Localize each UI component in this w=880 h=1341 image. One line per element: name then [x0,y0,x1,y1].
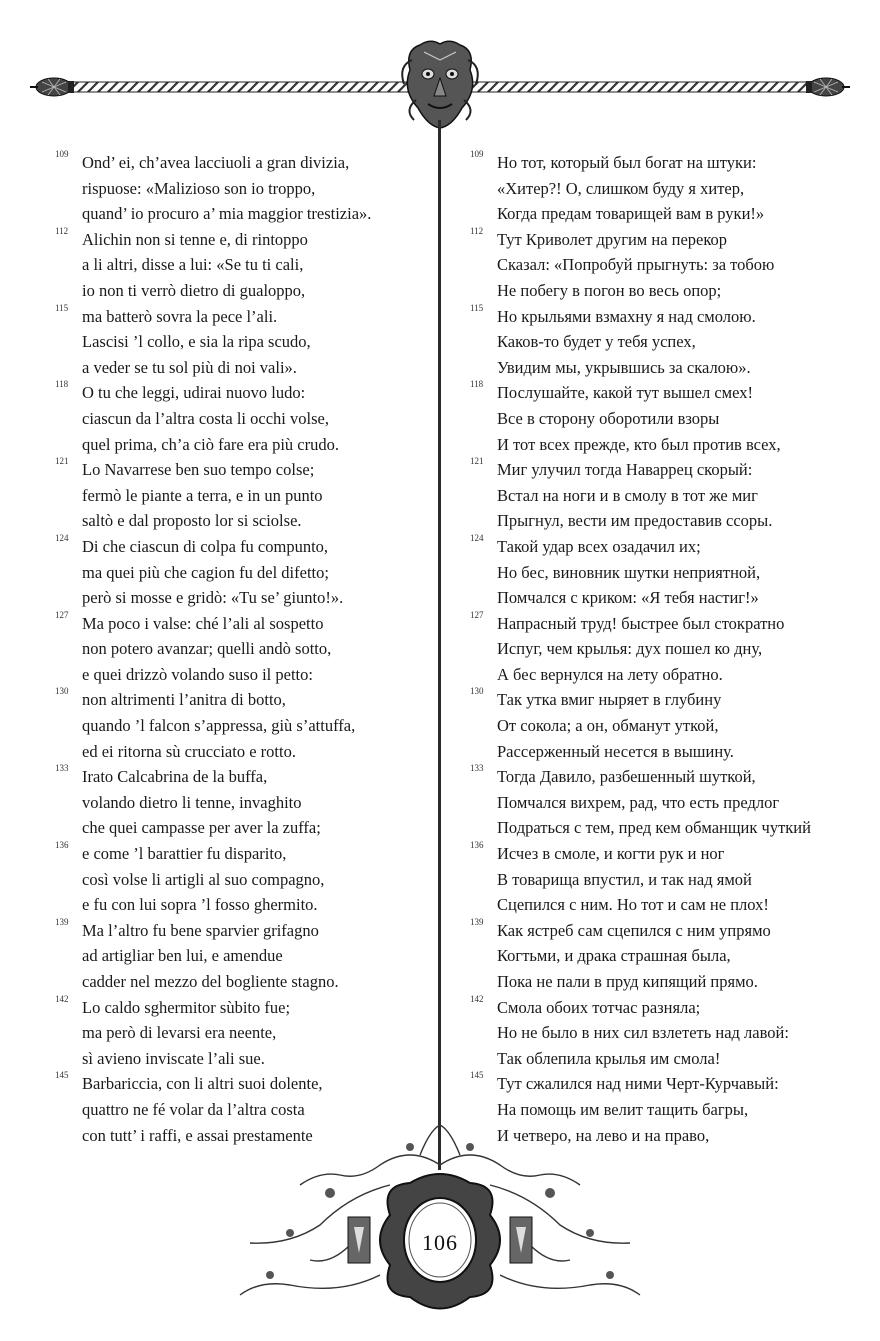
tercet [55,687,425,764]
line-number: 145 [470,1070,484,1081]
verse-text: Но бес, виновник шутки неприятной, [497,562,761,582]
verse-line [470,739,850,765]
verse-text: Увидим мы, укрывшись за скалою». [497,357,751,377]
verse-line [55,764,425,790]
line-number: 139 [470,916,484,927]
verse-line [55,815,425,841]
tercet [470,611,850,688]
verse-line [55,457,425,483]
verse-text: quando ’l falcon s’appressa, giù s’attuffa, [82,716,356,736]
verse-text: Прыгнул, вести им предоставив ссоры. [497,511,773,531]
verse-line [470,560,850,586]
finial-right-icon [806,78,850,96]
verse-line [470,483,850,509]
verse-text: Lo caldo sghermitor sùbito fue; [82,997,291,1017]
verse-text: Пока не пали в пруд кипящий прямо. [497,972,758,991]
verse-line [55,1097,425,1123]
line-number: 130 [55,686,69,697]
rope-rule-left [70,82,410,92]
verse-text: Alichin non si tenne e, di rintoppo [82,229,308,249]
verse-line [470,867,850,893]
verse-text: che quei campasse per aver la zuffa; [82,818,321,838]
verse-line [470,380,850,406]
verse-line [470,713,850,739]
verse-line [55,918,425,944]
verse-line [55,687,425,713]
verse-line [55,252,425,278]
verse-text: Ma l’altro fu bene sparvier grifagno [82,920,319,940]
verse-line [470,278,850,304]
verse-line [55,534,425,560]
verse-text: e quei drizzò volando suso il petto: [82,664,313,684]
verse-text: Di che ciascun di colpa fu compunto, [82,536,329,556]
verse-text: cadder nel mezzo del bogliente stagno. [82,972,339,991]
tercet [470,995,850,1072]
verse-text: Когтьми, и драка страшная была, [497,946,731,966]
verse-line [55,867,425,893]
verse-text: con tutt’ i raffi, e assai prestamente [82,1125,313,1145]
column-divider [438,120,441,1170]
line-number: 118 [470,379,484,390]
italian-column [55,150,425,1148]
line-number: 130 [470,686,484,697]
verse-text: Сцепился с ним. Но тот и сам не плох! [497,895,769,915]
verse-line [55,969,425,995]
line-number: 142 [55,993,69,1004]
verse-line [470,534,850,560]
verse-line [470,201,850,227]
verse-text: ciascun da l’altra costa li occhi volse, [82,408,329,428]
verse-text: sì avieno inviscate l’ali sue. [82,1048,265,1068]
verse-text: Миг улучил тогда Наваррец скорый: [497,460,753,480]
verse-line [55,483,425,509]
verse-line [470,1020,850,1046]
verse-line [470,304,850,330]
finial-left-icon [30,78,74,96]
line-number: 136 [470,840,484,851]
verse-line [55,841,425,867]
line-number: 142 [470,993,484,1004]
verse-text: Но не было в них сил взлететь над лавой: [497,1023,789,1043]
verse-text: non potero avanzar; quelli andò sotto, [82,639,332,659]
verse-text: quel prima, ch’a ciò fare era più crudo. [82,434,339,454]
verse-text: Ond’ ei, ch’avea lacciuoli a gran divizia, [82,153,350,172]
verse-text: Тут сжалился над ними Черт-Курчавый: [497,1074,779,1094]
verse-text: a veder se tu sol più di noi vali». [82,357,297,377]
verse-line [470,969,850,995]
verse-line [470,815,850,841]
verse-text: На помощь им велит тащить багры, [497,1099,749,1119]
tercet [470,150,850,227]
verse-line [470,585,850,611]
verse-line [470,943,850,969]
verse-line [470,252,850,278]
verse-line [55,713,425,739]
verse-text: ma batterò sovra la pece l’ali. [82,306,278,326]
line-number: 112 [55,225,69,236]
russian-column [470,150,850,1148]
line-number: 121 [55,456,69,467]
verse-text: Когда предам товарищей вам в руки!» [497,204,765,224]
rope-rule-right [470,82,810,92]
verse-text: io non ti verrò dietro di gualoppo, [82,280,306,300]
verse-line [55,1020,425,1046]
verse-text: Lascisi ’l collo, e sia la ripa scudo, [82,332,311,352]
verse-text: Так облепила крылья им смола! [497,1048,721,1068]
verse-text: Испуг, чем крылья: дух пошел ко дну, [497,639,763,659]
verse-text: Такой удар всех озадачил их; [497,536,701,556]
tercet [55,841,425,918]
line-number: 127 [470,609,484,620]
tercet [470,457,850,534]
verse-line [55,790,425,816]
tercet [55,764,425,841]
verse-line [55,611,425,637]
verse-text: И тот всех прежде, кто был против всех, [497,434,781,454]
verse-text: ma quei più che cagion fu del difetto; [82,562,329,582]
verse-text: Помчался вихрем, рад, что есть предлог [497,792,780,812]
verse-line [470,457,850,483]
verse-text: e come ’l barattier fu disparito, [82,844,287,864]
tercet [55,380,425,457]
verse-text: Но тот, который был богат на штуки: [497,153,757,172]
tercet [55,150,425,227]
tercet [470,227,850,304]
line-number: 133 [470,763,484,774]
tercet [470,380,850,457]
verse-line [55,508,425,534]
line-number: 127 [55,609,69,620]
verse-text: Тут Криволет другим на перекор [497,229,728,249]
tercet [470,918,850,995]
tercet [55,611,425,688]
verse-text: Встал на ноги и в смолу в тот же миг [497,485,758,505]
verse-text: Как ястреб сам сцепился с ним упрямо [497,920,771,940]
verse-text: saltò e dal proposto lor si sciolse. [82,511,302,531]
lion-mask-icon [402,41,478,128]
line-number: 118 [55,379,69,390]
verse-line [470,432,850,458]
verse-text: Помчался с криком: «Я тебя настиг!» [497,588,759,608]
verse-text: Сказал: «Попробуй прыгнуть: за тобою [497,255,775,275]
verse-text: volando dietro li tenne, invaghito [82,792,302,812]
page-number: 106 [422,1230,458,1255]
header-ornament [0,0,880,140]
verse-line [470,995,850,1021]
verse-text: e fu con lui sopra ’l fosso ghermito. [82,895,318,915]
verse-line [55,278,425,304]
verse-text: Каков-то будет у тебя успех, [497,332,696,352]
verse-line [55,560,425,586]
verse-line [470,508,850,534]
verse-line [55,585,425,611]
line-number: 124 [470,532,484,543]
verse-text: Lo Navarrese ben suo tempo colse; [82,460,315,480]
verse-text: Смола обоих тотчас разняла; [497,997,701,1017]
verse-text: ma però di levarsi era neente, [82,1023,277,1043]
verse-line [470,764,850,790]
verse-text: Barbariccia, con li altri suoi dolente, [82,1074,323,1094]
verse-line [470,150,850,176]
verse-text: però si mosse e gridò: «Tu se’ giunto!». [82,588,344,608]
line-number: 109 [55,149,69,159]
tercet [55,227,425,304]
verse-line [55,201,425,227]
tercet [55,457,425,534]
verse-text: a li altri, disse a lui: «Se tu ti cali, [82,255,304,275]
verse-line [470,176,850,202]
verse-line [470,355,850,381]
verse-line [55,406,425,432]
verse-line [470,329,850,355]
verse-text: Но крыльями взмахну я над смолою. [497,306,756,326]
tercet [470,841,850,918]
verse-text: Подраться с тем, пред кем обманщик чуткий [497,818,811,838]
verse-text: rispuose: «Malizioso son io troppo, [82,178,316,198]
verse-line [55,1071,425,1097]
verse-text: così volse li artigli al suo compagno, [82,869,325,889]
verse-text: От сокола; а он, обманут уткой, [497,716,719,736]
verse-line [55,739,425,765]
tercet [55,534,425,611]
line-number: 115 [470,302,484,313]
verse-text: non altrimenti l’anitra di botto, [82,690,286,710]
verse-line [55,432,425,458]
verse-line [55,380,425,406]
verse-text: quattro ne fé volar da l’altra costa [82,1099,305,1119]
verse-line [55,150,425,176]
verse-text: И четверо, на лево и на право, [497,1125,710,1145]
verse-text: quand’ io procuro a’ mia maggior trestizia». [82,204,372,224]
verse-line [470,611,850,637]
verse-text: «Хитер?! О, слишком буду я хитер, [497,178,745,198]
verse-text: Не побегу в погон во весь опор; [497,280,722,300]
verse-text: В товарища впустил, и так над ямой [497,869,752,889]
line-number: 136 [55,840,69,851]
tercet [55,918,425,995]
tercet [470,687,850,764]
verse-text: Рассерженный несется в вышину. [497,741,734,761]
verse-line [470,636,850,662]
verse-line [55,1046,425,1072]
verse-line [55,176,425,202]
verse-text: Ma poco i valse: ché l’ali al sospetto [82,613,324,633]
tercet [470,304,850,381]
verse-line [55,355,425,381]
verse-line [470,1046,850,1072]
verse-line [55,662,425,688]
verse-text: ed ei ritorna sù crucciato e rotto. [82,741,296,761]
verse-text: ad artigliar ben lui, e amendue [82,946,283,966]
line-number: 133 [55,763,69,774]
verse-line [55,892,425,918]
verse-line [55,636,425,662]
verse-line [470,687,850,713]
verse-line [55,943,425,969]
line-number: 124 [55,532,69,543]
verse-line [470,918,850,944]
tercet [470,534,850,611]
verse-line [470,406,850,432]
verse-text: А бес вернулся на лету обратно. [497,664,723,684]
tercet [55,304,425,381]
verse-line [470,1071,850,1097]
line-number: 109 [470,149,484,159]
line-number: 145 [55,1070,69,1081]
tercet [55,995,425,1072]
line-number: 121 [470,456,484,467]
verse-line [470,841,850,867]
verse-line [470,227,850,253]
verse-text: Послушайте, какой тут вышел смех! [497,383,753,403]
line-number: 139 [55,916,69,927]
verse-line [55,304,425,330]
verse-line [55,995,425,1021]
verse-text: Irato Calcabrina de la buffa, [82,767,268,787]
verse-text: Напрасный труд! быстрее был стократно [497,613,785,633]
verse-line [470,662,850,688]
verse-line [470,1097,850,1123]
verse-line [470,790,850,816]
line-number: 115 [55,302,69,313]
verse-line [55,329,425,355]
verse-text: fermò le piante a terra, e in un punto [82,485,323,505]
verse-line [470,892,850,918]
verse-text: O tu che leggi, udirai nuovo ludo: [82,383,306,403]
verse-text: Исчез в смоле, и когти рук и ног [497,844,725,864]
verse-line [55,227,425,253]
verse-text: Тогда Давило, разбешенный шуткой, [497,767,756,787]
verse-text: Так утка вмиг ныряет в глубину [497,690,722,710]
line-number: 112 [470,225,484,236]
tercet [470,764,850,841]
verse-text: Все в сторону оборотили взоры [497,408,720,428]
